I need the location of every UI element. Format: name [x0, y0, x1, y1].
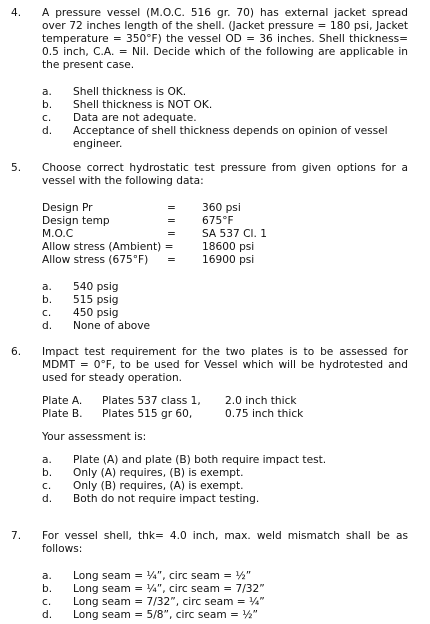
question-number: 6. [11, 346, 22, 358]
options-list [42, 454, 408, 506]
option-b: b. Shell thickness is NOT OK. [42, 99, 213, 111]
data-row: Allow stress (675°F) = 16900 psi [42, 254, 255, 266]
options-list [42, 570, 408, 622]
option-b: b. 515 psig [42, 294, 119, 306]
data-row: M.O.C = SA 537 Cl. 1 [42, 228, 267, 240]
question-text: Choose correct hydrostatic test pressure from given options for a vessel with the following data: [42, 162, 408, 187]
option-b: b. Long seam = ¼”, circ seam = 7/32” [42, 583, 265, 595]
assessment-label: Your assessment is: [42, 431, 147, 443]
option-d: d. Both do not require impact testing. [42, 493, 260, 505]
options-list [42, 86, 408, 151]
option-a: a. 540 psig [42, 281, 119, 293]
question-text: Impact test requirement for the two plates is to be assessed for MDMT = 0°F, to be used for Vessel which will be hydrotested and used for steady operation. [42, 346, 408, 384]
option-a: a. Plate (A) and plate (B) both require impact test. [42, 454, 327, 466]
option-c: c. Data are not adequate. [42, 112, 197, 124]
option-d: d. None of above [42, 320, 151, 332]
data-row: Design Pr = 360 psi [42, 202, 241, 214]
data-table [42, 202, 408, 267]
plate-row: Plate A. Plates 537 class 1, 2.0 inch thick [42, 395, 297, 407]
question-number: 7. [11, 530, 22, 542]
data-row: Allow stress (Ambient) = 18600 psi [42, 241, 255, 253]
option-c: c. Long seam = 7/32”, circ seam = ¼” [42, 596, 265, 608]
plate-row: Plate B. Plates 515 gr 60, 0.75 inch thick [42, 408, 304, 420]
question-text: For vessel shell, thk= 4.0 inch, max. weld mismatch shall be as follows: [42, 530, 408, 555]
option-a: a. Shell thickness is OK. [42, 86, 187, 98]
option-b: b. Only (A) requires, (B) is exempt. [42, 467, 244, 479]
option-d: d. Long seam = 5/8”, circ seam = ½” [42, 609, 259, 621]
option-a: a. Long seam = ¼”, circ seam = ½” [42, 570, 252, 582]
option-c: c. Only (B) requires, (A) is exempt. [42, 480, 244, 492]
option-d: d. Acceptance of shell thickness depends on opinion of vessel engineer. [42, 125, 388, 150]
question-text: A pressure vessel (M.O.C. 516 gr. 70) has external jacket spread over 72 inches length of the shell. (Jacket pressure = 180 psi, Jacket temperature = 350°F) the vessel OD = 36 inches. Shell thickness= 0.5 inch, C.A. = Nil. Decide which of the following are applicable in the present case. [42, 7, 408, 71]
option-c: c. 450 psig [42, 307, 119, 319]
plates-list [42, 395, 408, 421]
question-number: 5. [11, 162, 22, 174]
question-number: 4. [11, 7, 22, 19]
data-row: Design temp = 675°F [42, 215, 234, 227]
options-list [42, 281, 408, 333]
